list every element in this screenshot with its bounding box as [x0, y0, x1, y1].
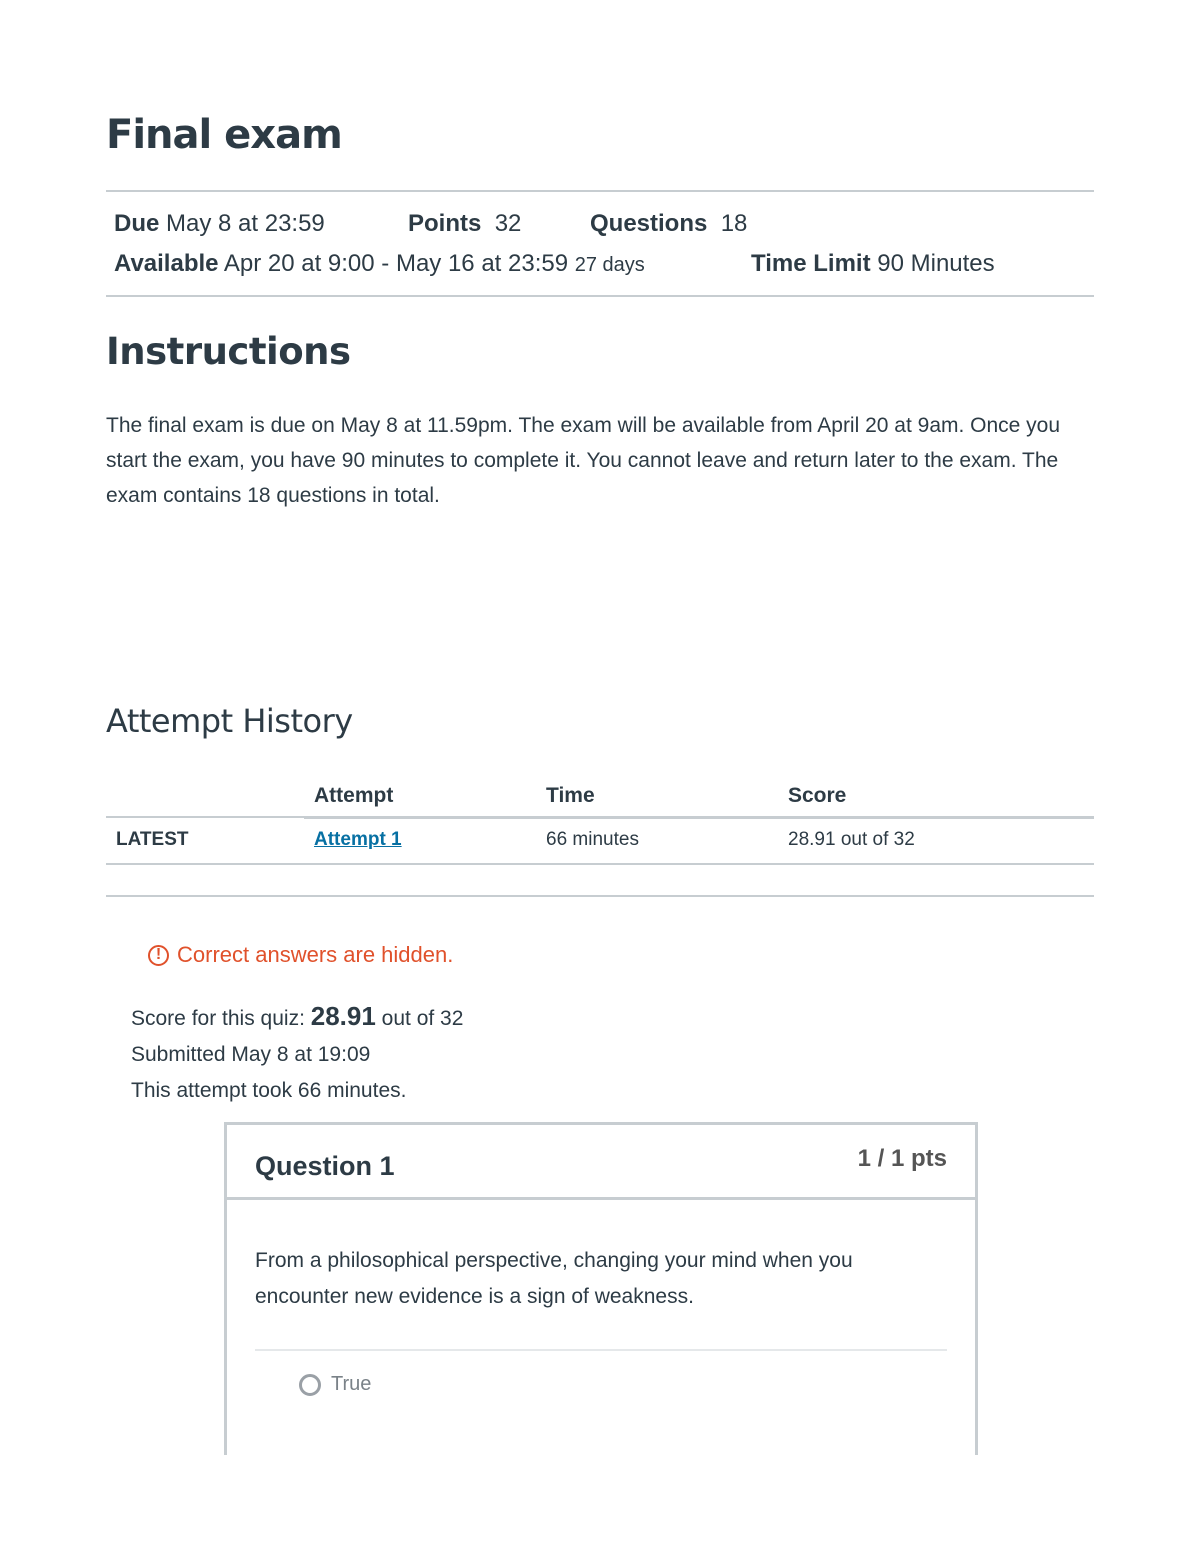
score-value: 28.91 — [310, 1001, 376, 1031]
available-duration: 27 days — [574, 254, 645, 276]
points-info — [408, 210, 521, 238]
submitted-line: Submitted May 8 at 19:09 — [131, 1043, 371, 1066]
due-value: May 8 at 23:59 — [166, 210, 325, 237]
divider — [106, 190, 1094, 192]
time-limit-label: Time Limit — [751, 250, 871, 277]
available-label: Available — [114, 250, 219, 277]
quiz-score-summary — [131, 998, 463, 1109]
answer-option[interactable] — [299, 1373, 371, 1396]
time-limit-info — [751, 250, 995, 278]
due-label: Due — [114, 210, 160, 237]
divider — [255, 1349, 947, 1351]
question-title: Question 1 — [255, 1151, 395, 1181]
correct-answers-hidden-notice — [148, 942, 453, 968]
question-card — [224, 1122, 978, 1455]
divider — [106, 895, 1094, 897]
instructions-text: The final exam is due on May 8 at 11.59pm. The exam will be available from April 20 at 9am. Once you start the exam, you have 90 minutes to complete it. You cannot leave and return later to the exam. The exam contains 18 questions in total. — [106, 414, 1061, 507]
available-value: Apr 20 at 9:00 - May 16 at 23:59 — [223, 250, 569, 277]
page-title: Final exam — [106, 112, 342, 158]
header-underline — [304, 816, 1094, 819]
table-cell-time: 66 minutes — [546, 829, 639, 850]
warning-text: Correct answers are hidden. — [177, 942, 454, 967]
exclamation-circle-icon: ! — [148, 945, 169, 966]
score-line — [131, 998, 463, 1037]
attempt-1-link[interactable]: Attempt 1 — [314, 829, 402, 850]
available-info — [114, 250, 645, 278]
question-points: 1 / 1 pts — [857, 1145, 947, 1172]
latest-tag: LATEST — [116, 829, 189, 850]
column-header-score: Score — [788, 784, 847, 807]
due-info — [114, 210, 325, 238]
questions-info — [590, 210, 747, 238]
score-suffix: out of 32 — [381, 1007, 464, 1030]
column-header-time: Time — [546, 784, 595, 807]
instructions-heading: Instructions — [106, 330, 351, 373]
answer-label: True — [331, 1373, 372, 1395]
duration-line: This attempt took 66 minutes. — [131, 1079, 407, 1102]
question-header — [227, 1125, 975, 1200]
row-divider — [106, 863, 1094, 865]
time-limit-value: 90 Minutes — [877, 250, 995, 277]
points-value: 32 — [494, 210, 522, 237]
column-header-attempt: Attempt — [314, 784, 394, 807]
question-text: From a philosophical perspective, changing your mind when you encounter new evidence is a sign of weakness. — [255, 1249, 853, 1308]
radio-button-icon[interactable] — [299, 1374, 321, 1396]
divider — [106, 295, 1094, 297]
questions-label: Questions — [590, 210, 708, 237]
table-cell-score: 28.91 out of 32 — [788, 829, 915, 850]
questions-value: 18 — [720, 210, 748, 237]
score-prefix: Score for this quiz: — [131, 1007, 305, 1030]
attempt-history-heading: Attempt History — [106, 702, 353, 740]
header-underline — [106, 816, 304, 818]
table-cell-attempt — [314, 829, 402, 851]
points-label: Points — [408, 210, 482, 237]
